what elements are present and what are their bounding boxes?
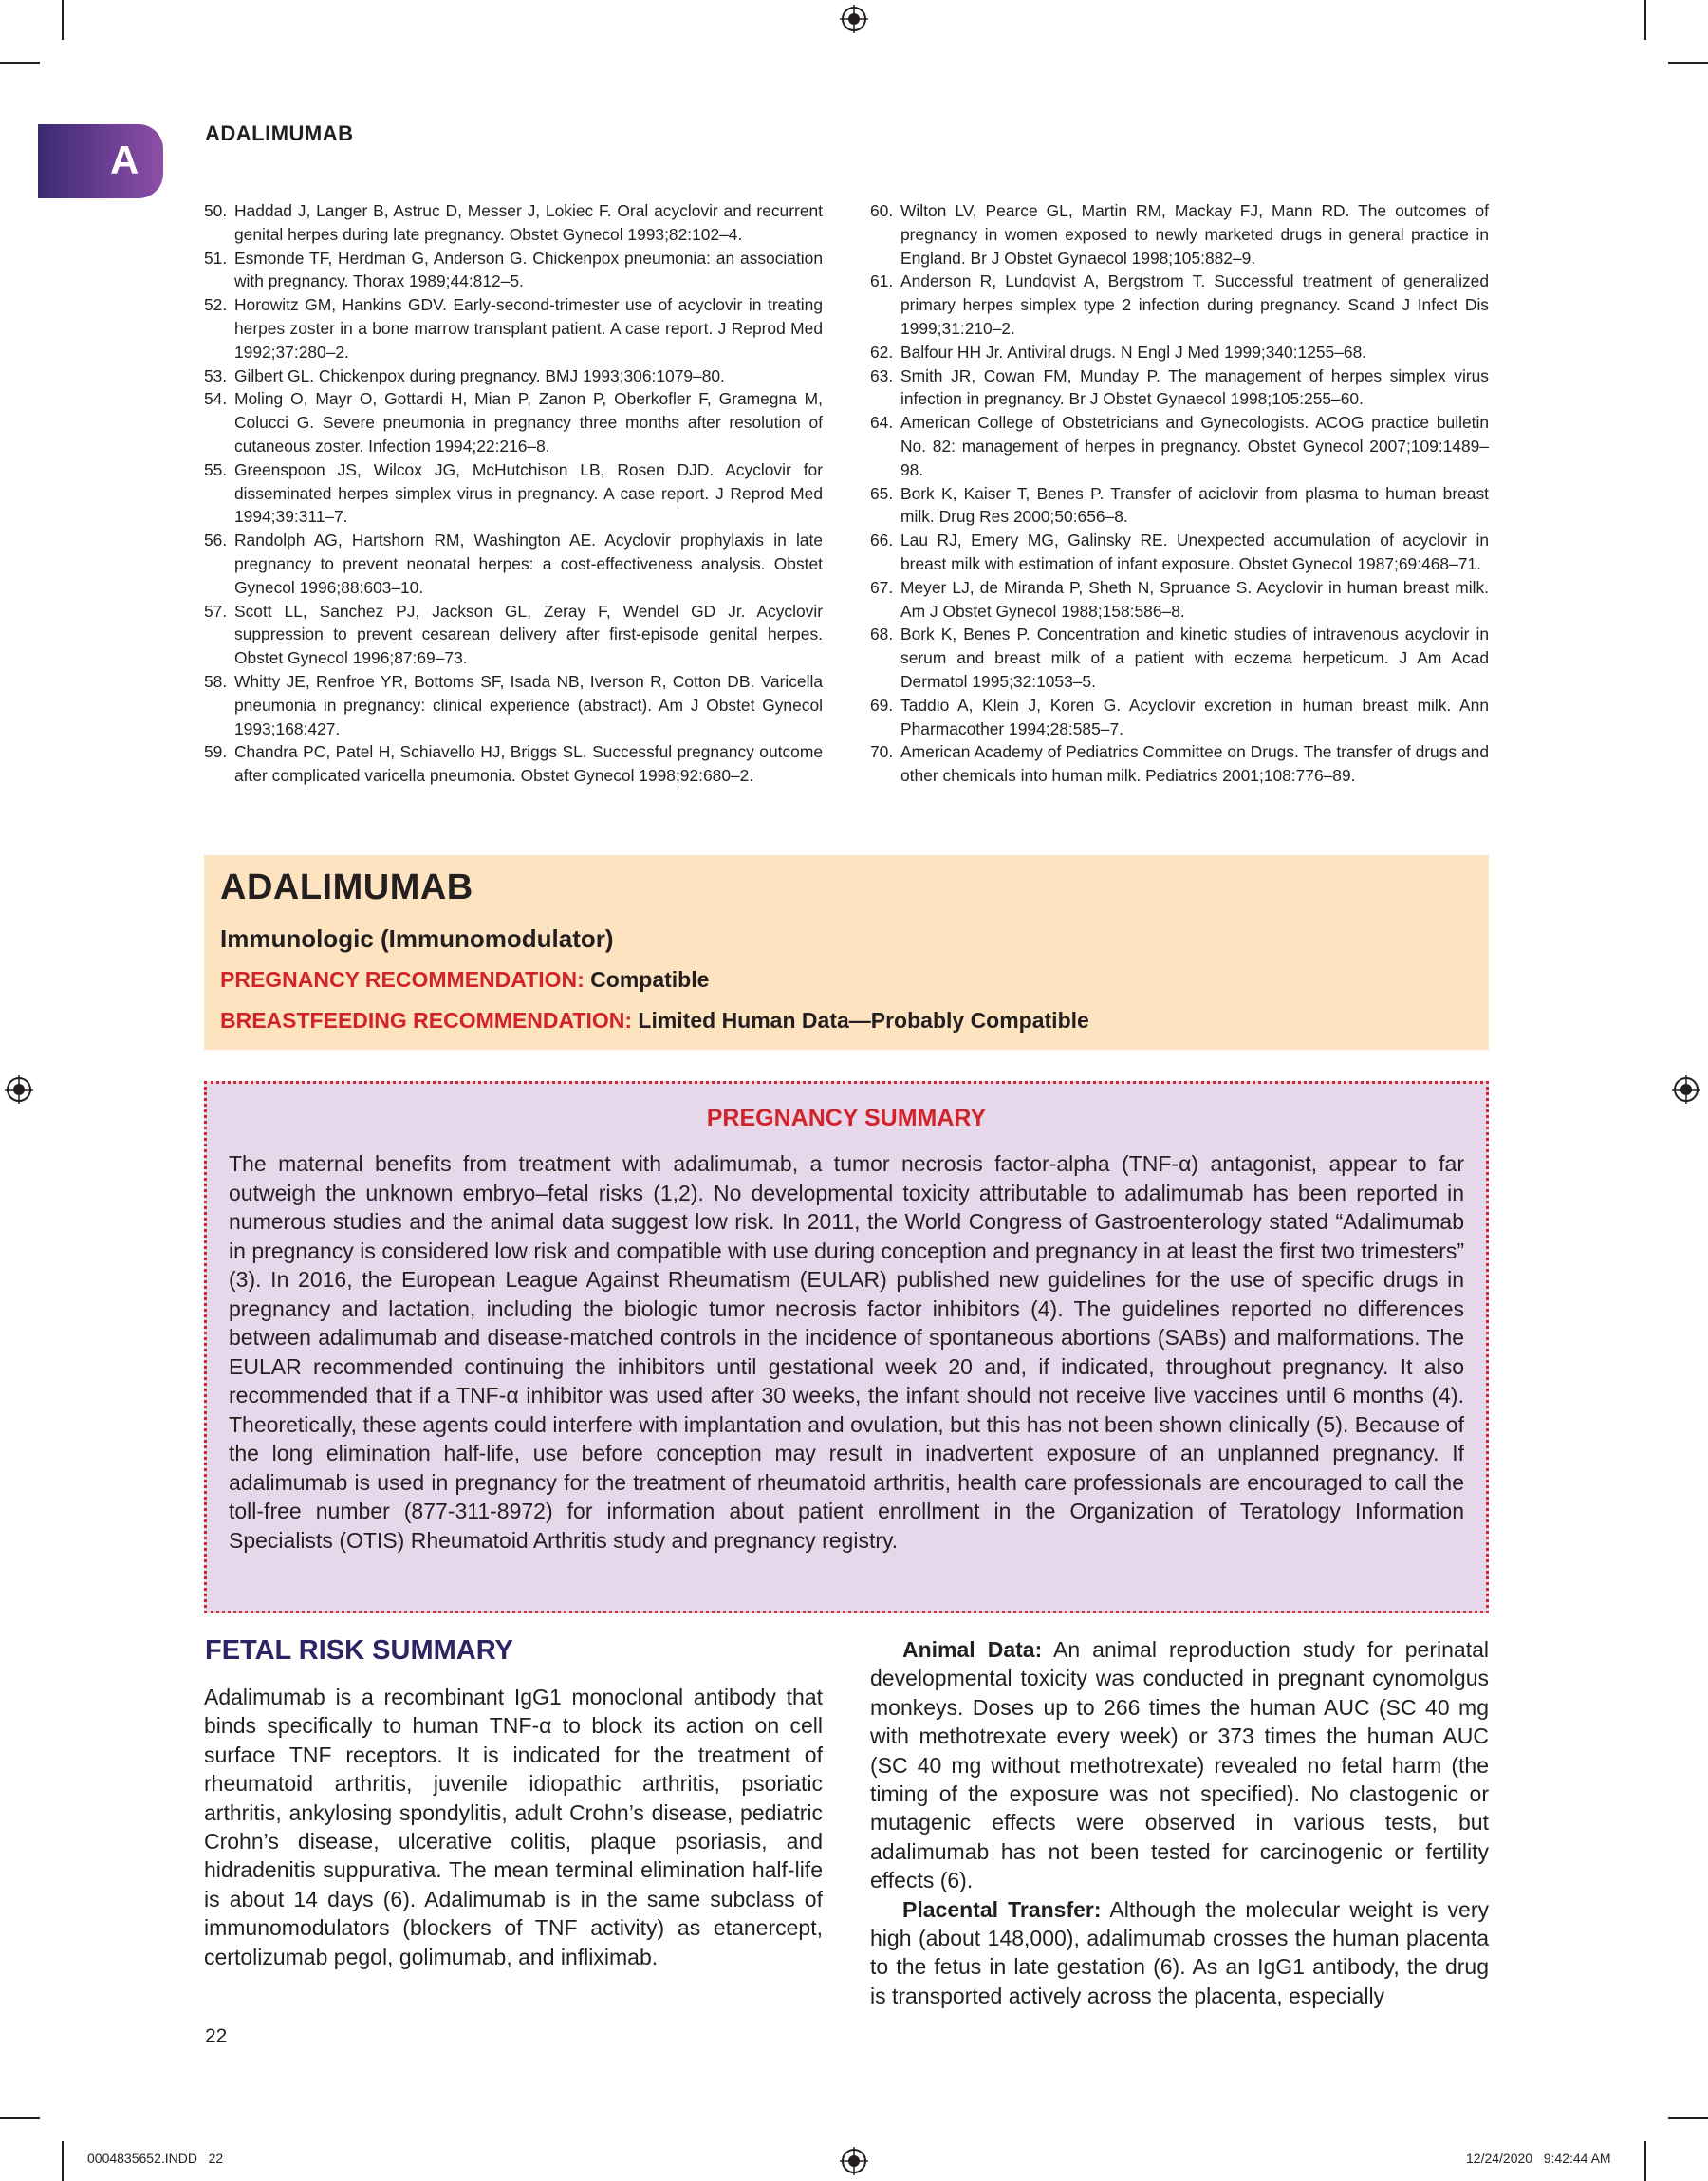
reference-item [204,199,823,247]
animal-data-paragraph [870,1635,1489,1895]
drug-name: ADALIMUMAB [220,867,473,907]
reference-number: 55. [204,459,228,479]
reference-text: Smith JR, Cowan FM, Munday P. The management of herpes simplex virus infection in pregnancy. Br J Obstet Gynaecol 1998;105:255–60. [900,365,1489,409]
reference-item [870,270,1489,340]
pregnancy-recommendation-label: PREGNANCY RECOMMENDATION: [220,967,585,992]
fetal-risk-left-column [204,1683,823,1971]
reference-text: Moling O, Mayr O, Gottardi H, Mian P, Zanon P, Oberkofler F, Gramegna M, Colucci G. Severe pneumonia in pregnancy three months after resolution of cutaneous zoster. Infection 1994;22:216–8. [234,389,823,456]
reference-item [870,740,1489,788]
crop-mark [62,0,64,40]
reference-text: Lau RJ, Emery MG, Galinsky RE. Unexpected accumulation of acyclovir in breast milk with estimation of infant exposure. Obstet Gynecol 1987;69:468–71. [900,531,1489,573]
reference-item [204,387,823,457]
reference-item [870,341,1489,364]
reference-item [870,576,1489,624]
reference-number: 61. [870,271,894,291]
reference-item [204,529,823,599]
reference-text: Chandra PC, Patel H, Schiavello HJ, Briggs SL. Successful pregnancy outcome after complicated varicella pneumonia. Obstet Gynecol 1998;92:680–2. [234,742,823,786]
references-left-column [204,199,823,788]
crop-mark [1644,0,1646,40]
reference-text: Balfour HH Jr. Antiviral drugs. N Engl J Med 1999;340:1255–68. [900,342,1367,362]
slug-date-info: 12/24/2020 9:42:44 AM [1466,2151,1611,2166]
crop-mark [1668,2117,1708,2119]
placental-transfer-paragraph [870,1895,1489,2011]
placental-transfer-text: Although the molecular weight is very high (about 148,000), adalimumab crosses the human placenta to the fetus in late gestation (6). As an IgG1 antibody, the drug is transported actively across the placenta, especially [870,1896,1490,2008]
reference-number: 65. [870,483,894,503]
running-head: ADALIMUMAB [205,121,354,145]
pregnancy-summary-box [204,1081,1489,1613]
pregnancy-summary-heading: PREGNANCY SUMMARY [706,1105,987,1131]
drug-class: Immunologic (Immunomodulator) [220,924,614,953]
animal-data-label: Animal Data: [902,1637,1043,1662]
reference-text: Esmonde TF, Herdman G, Anderson G. Chickenpox pneumonia: an association with pregnancy. Thorax 1989;44:812–5. [234,248,823,291]
reference-text: Whitty JE, Renfroe YR, Bottoms SF, Isada NB, Iverson R, Cotton DB. Varicella pneumonia in pregnancy: clinical experience (abstract). Am J Obstet Gynecol 1993;168:427. [234,671,823,738]
reference-number: 63. [870,365,894,385]
reference-text: Anderson R, Lundqvist A, Bergstrom T. Successful treatment of generalized primary herpes simplex type 2 infection during pregnancy. Scand J Infect Dis 1999;31:210–2. [900,271,1489,338]
crop-mark [1644,2141,1646,2181]
fetal-risk-heading: FETAL RISK SUMMARY [205,1635,513,1666]
pregnancy-recommendation [220,965,1473,995]
reference-text: American College of Obstetricians and Gynecologists. ACOG practice bulletin No. 82: management of herpes in pregnancy. Obstet Gynecol 2007;109:1489–98. [900,413,1489,479]
reference-item [870,364,1489,412]
reference-item [870,199,1489,270]
registration-mark-icon [1672,1075,1700,1104]
reference-number: 60. [870,201,894,220]
reference-item [870,529,1489,576]
reference-text: American Academy of Pediatrics Committee on Drugs. The transfer of drugs and other chemicals into human milk. Pediatrics 2001;108:776–89. [900,742,1489,786]
reference-item [204,364,823,388]
reference-number: 52. [204,295,228,315]
reference-number: 64. [870,413,894,433]
breastfeeding-recommendation [220,1006,1473,1035]
section-thumb-tab [38,124,163,198]
reference-number: 51. [204,248,228,268]
fetal-risk-right-column [870,1635,1489,2010]
reference-item [204,740,823,788]
reference-item [870,411,1489,481]
reference-text: Horowitz GM, Hankins GDV. Early-second-trimester use of acyclovir in treating herpes zoster in a bone marrow transplant patient. A case report. J Reprod Med 1992;37:280–2. [234,295,823,362]
reference-text: Bork K, Benes P. Concentration and kinetic studies of intravenous acyclovir in serum and breast milk of a patient with eczema herpeticum. J Am Acad Dermatol 1995;32:1053–5. [900,624,1489,691]
reference-number: 70. [870,742,894,762]
reference-number: 54. [204,389,228,409]
reference-text: Taddio A, Klein J, Koren G. Acyclovir excretion in human breast milk. Ann Pharmacother 1994;28:585–7. [900,695,1489,738]
placental-transfer-label: Placental Transfer: [902,1896,1102,1922]
reference-item [204,670,823,740]
registration-mark-icon [5,1075,33,1104]
reference-text: Randolph AG, Hartshorn RM, Washington AE. Acyclovir prophylaxis in late pregnancy to prevent neonatal herpes: a cost-effectiveness analysis. Obstet Gynecol 1996;88:603–10. [234,531,823,597]
reference-text: Bork K, Kaiser T, Benes P. Transfer of aciclovir from plasma to human breast milk. Drug Res 2000;50:656–8. [900,483,1489,527]
reference-text: Meyer LJ, de Miranda P, Sheth N, Spruance S. Acyclovir in human breast milk. Am J Obstet Gynecol 1988;158:586–8. [900,577,1489,621]
registration-mark-icon [840,2147,868,2175]
reference-number: 53. [204,365,228,385]
reference-number: 50. [204,201,228,220]
reference-item [870,623,1489,693]
pregnancy-summary-text: The maternal benefits from treatment with adalimumab, a tumor necrosis factor-alpha (TNF-α) antagonist, appear to far outweigh the unknown embryo–fetal risks (1,2). No developmental toxicity attributable to adalimumab has been reported in numerous studies and the animal data suggest low risk. In 2011, the World Congress of Gastroenterology stated “Adalimumab in pregnancy is considered low risk and compatible with use during conception and pregnancy in at least the first two trimesters” (3). In 2016, the European League Against Rheumatism (EULAR) published new guidelines for the use of specific drugs in pregnancy and lactation, including the biologic tumor necrosis factor inhibitors (4). The guidelines reported no differences between adalimumab and disease-matched controls in the incidence of spontaneous abortions (SABs) and malformations. The EULAR recommended continuing the inhibitors until gestational week 20 and, if indicated, throughout pregnancy. It also recommended that if a TNF-α inhibitor was used after 30 weeks, the infant should not receive live vaccines until 6 months (4). Theoretically, these agents could interfere with implantation and ovulation, but this has not been shown clinically (5). Because of the long elimination half-life, use before conception may result in inadvertent exposure of an unplanned pregnancy. If adalimumab is used in pregnancy for the treatment of rheumatoid arthritis, health care professionals are encouraged to call the toll-free number (877-311-8972) for information about patient enrollment in the Organization of Teratology Information Specialists (OTIS) Rheumatoid Arthritis study and pregnancy registry. [229,1151,1464,1553]
reference-item [204,458,823,529]
reference-text: Greenspoon JS, Wilcox JG, McHutchison LB, Rosen DJD. Acyclovir for disseminated herpes simplex virus in pregnancy. A case report. J Reprod Med 1994;39:311–7. [234,459,823,527]
reference-item [204,293,823,364]
reference-number: 59. [204,742,228,762]
reference-text: Gilbert GL. Chickenpox during pregnancy. BMJ 1993;306:1079–80. [234,365,725,385]
reference-number: 67. [870,577,894,597]
animal-data-text: An animal reproduction study for perinatal developmental toxicity was conducted in pregnant cynomolgus monkeys. Doses up to 266 times the human AUC (SC 40 mg with methotrexate every week) or 373 times the human AUC (SC 40 mg without methotrexate) revealed no fetal harm (the timing of the exposure was not specified). No clastogenic or mutagenic effects were observed in various tests, but adalimumab has not been tested for carcinogenic or fertility effects (6). [870,1637,1489,1893]
reference-number: 58. [204,671,228,691]
drug-header-box [204,855,1489,1050]
pregnancy-recommendation-value: Compatible [590,967,710,992]
reference-number: 69. [870,695,894,715]
fetal-risk-paragraph: Adalimumab is a recombinant IgG1 monoclonal antibody that binds specifically to human TNF-α to block its action on cell surface TNF receptors. It is indicated for the treatment of rheumatoid arthritis, juvenile idiopathic arthritis, psoriatic arthritis, ankylosing spondylitis, adult Crohn’s disease, pediatric Crohn’s disease, ulcerative colitis, plaque psoriasis, and hidradenitis suppurativa. The mean terminal elimination half-life is about 14 days (6). Adalimumab is in the same subclass of immunomodulators (blockers of TNF activity) as etanercept, certolizumab pegol, golimumab, and infliximab. [204,1685,823,1969]
breastfeeding-recommendation-value: Limited Human Data—Probably Compatible [638,1008,1089,1033]
page-number: 22 [205,2025,228,2047]
reference-number: 56. [204,531,228,550]
reference-text: Scott LL, Sanchez PJ, Jackson GL, Zeray F, Wendel GD Jr. Acyclovir suppression to prevent cesarean delivery after first-episode genital herpes. Obstet Gynecol 1996;87:69–73. [234,601,823,668]
reference-item [870,694,1489,741]
reference-item [204,247,823,294]
reference-number: 66. [870,531,894,550]
crop-mark [0,62,40,64]
crop-mark [0,2117,40,2119]
section-letter: A [110,138,139,182]
references-right-column [870,199,1489,788]
crop-mark [62,2141,64,2181]
reference-item [204,600,823,670]
slug-file-info: 0004835652.INDD 22 [87,2151,224,2166]
registration-mark-icon [840,5,868,33]
reference-text: Haddad J, Langer B, Astruc D, Messer J, Lokiec F. Oral acyclovir and recurrent genital herpes during late pregnancy. Obstet Gynecol 1993;82:102–4. [234,201,823,244]
crop-mark [1668,62,1708,64]
reference-text: Wilton LV, Pearce GL, Martin RM, Mackay FJ, Mann RD. The outcomes of pregnancy in women exposed to newly marketed drugs in general practice in England. Br J Obstet Gynaecol 1998;105:882–9. [900,201,1489,268]
reference-number: 57. [204,601,228,621]
reference-number: 62. [870,342,894,362]
reference-item [870,482,1489,530]
reference-number: 68. [870,624,894,644]
breastfeeding-recommendation-label: BREASTFEEDING RECOMMENDATION: [220,1008,633,1033]
